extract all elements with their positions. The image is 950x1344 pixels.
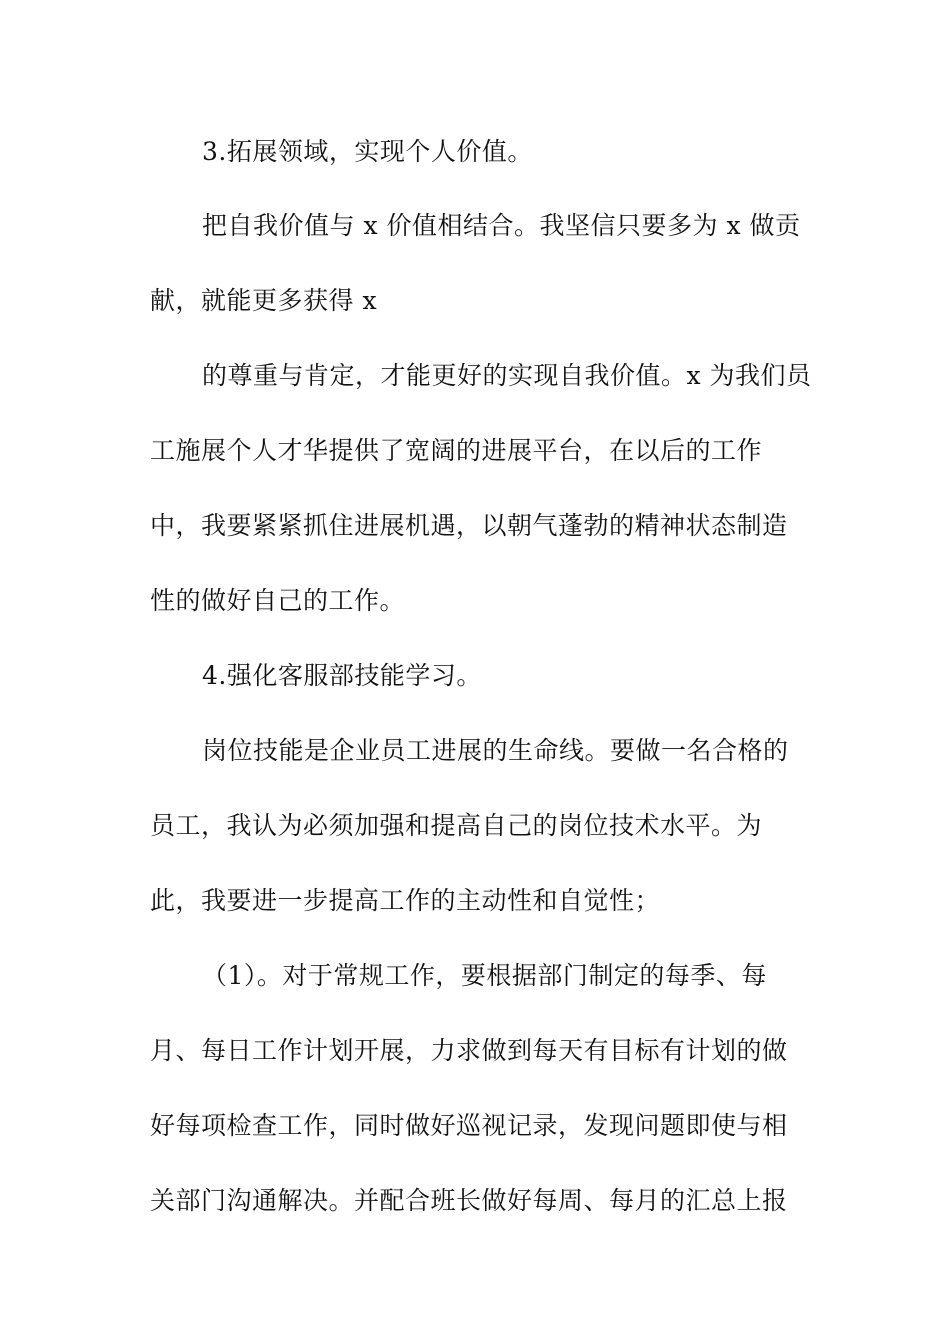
paragraph-line: 性的做好自己的工作。 bbox=[150, 586, 406, 615]
paragraph-line: 献，就能更多获得 x bbox=[150, 286, 378, 315]
paragraph-line: 员工，我认为必须加强和提高自己的岗位技术水平。为 bbox=[150, 811, 763, 840]
section-heading-3: 3.拓展领域，实现个人价值。 bbox=[202, 137, 533, 166]
paragraph-line: 岗位技能是企业员工进展的生命线。要做一名合格的 bbox=[202, 736, 789, 765]
paragraph-line: 把自我价值与 x 价值相结合。我坚信只要多为 x 做贡 bbox=[202, 211, 801, 240]
paragraph-line: 关部门沟通解决。并配合班长做好每周、每月的汇总上报 bbox=[150, 1186, 788, 1215]
paragraph-line: 月、每日工作计划开展，力求做到每天有目标有计划的做 bbox=[150, 1036, 788, 1065]
paragraph-line: 此，我要进一步提高工作的主动性和自觉性； bbox=[150, 886, 661, 915]
paragraph-line: 中，我要紧紧抓住进展机遇，以朝气蓬勃的精神状态制造 bbox=[150, 511, 788, 540]
list-item-1-line: （1）。对于常规工作，要根据部门制定的每季、每 bbox=[202, 961, 767, 990]
section-heading-4: 4.强化客服部技能学习。 bbox=[202, 661, 482, 690]
paragraph-line: 好每项检查工作，同时做好巡视记录，发现问题即使与相 bbox=[150, 1111, 788, 1140]
paragraph-line: 的尊重与肯定，才能更好的实现自我价值。x 为我们员 bbox=[202, 361, 812, 390]
paragraph-line: 工施展个人才华提供了宽阔的进展平台，在以后的工作 bbox=[150, 436, 763, 465]
